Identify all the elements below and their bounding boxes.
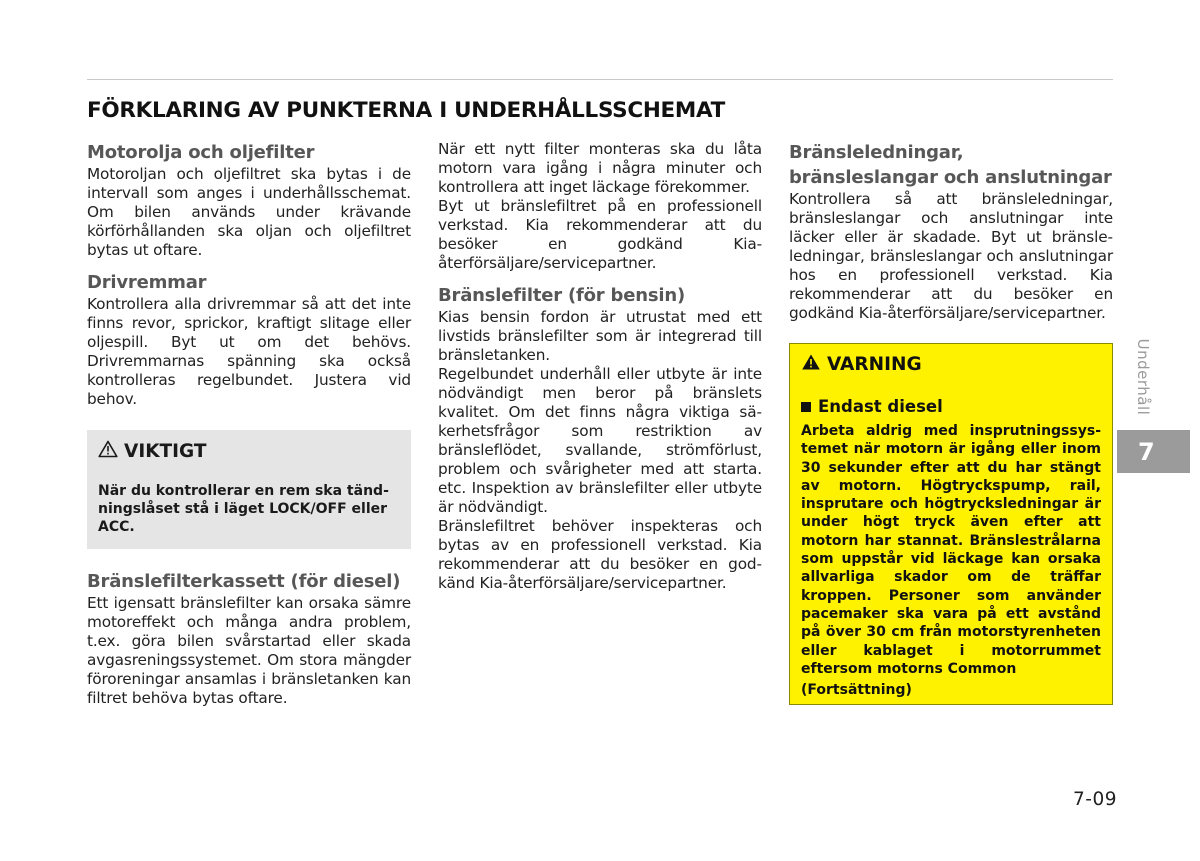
- warning-box: [789, 343, 1113, 705]
- warning-triangle-icon: [801, 353, 821, 376]
- side-label-text: Underhåll: [1134, 338, 1152, 416]
- page-number: 7-09: [1073, 789, 1117, 810]
- paragraph-petrol-filter-3: Bränslefiltret behöver inspekteras och bytas av en professionell verkstad. Kia rekommenderar att du besöker en godkänd Kia-återförsäljare/servicepartner.: [438, 517, 762, 592]
- important-notice-box: [87, 430, 411, 549]
- top-rule: [87, 79, 1113, 80]
- paragraph-petrol-filter-1: Kias bensin fordon är utrustat med ett livstids bränslefilter som är integrerad till bränsletanken.: [438, 308, 762, 364]
- continuation-label: (Fortsättning): [801, 682, 912, 699]
- notice-header: [98, 440, 400, 463]
- section-heading-diesel-filter: Bränslefilterkassett (för diesel): [87, 571, 401, 592]
- square-bullet-icon: [801, 402, 811, 412]
- column-3: [789, 140, 1113, 705]
- page-title: FÖRKLARING AV PUNKTERNA I UNDERHÅLLSSCHEMAT: [87, 98, 726, 123]
- chapter-number: 7: [1138, 437, 1155, 466]
- column-1: [87, 140, 411, 708]
- section-text-diesel-filter: Ett igensatt bränslefilter kan orsaka sämre motoreffekt och många andra problem, t.ex. göra bilen svårstartad eller skada avgasreningssystemet. Om stora mängder föroreningar ansamlas i bränsletanken kan filtret behöva bytas oftare.: [87, 594, 411, 707]
- section-heading-fuel-lines: Bränsleledningar, bränsleslangar och anslutningar: [789, 142, 1112, 188]
- side-section-label: [1128, 332, 1158, 422]
- chapter-tab: [1117, 430, 1190, 473]
- section-text-drive-belts: Kontrollera alla drivremmar så att det inte finns revor, sprickor, kraftigt slitage eller oljespill. Byt ut om det behövs. Drivremmarnas spänning ska också kontrolleras regelbundet. Justera vid behov.: [87, 295, 411, 408]
- warning-text: Arbeta aldrig med insprutningssystemet när motorn är igång eller inom 30 sekunder efter att du har stängt av motorn. Högtryckspump, rail, insprutare och högtrycksledningar är under högt tryck även efter att motorn har stannat. Bränslestrålarna som uppstår vid läckage kan orsaka allvarliga skador om de träffar kroppen. Personer som använder pacemaker ska vara på ett avstånd på över 30 cm från motorstyrenheten eller kablaget i motorrummet eftersom motorns Common: [801, 423, 1101, 677]
- warning-header: [801, 353, 1101, 376]
- column-2: [438, 140, 762, 593]
- notice-title: VIKTIGT: [124, 441, 207, 462]
- warning-title: VARNING: [827, 354, 922, 375]
- section-text-motor-oil: Motoroljan och oljefiltret ska bytas i de intervall som anges i underhållsschemat. Om bilen används under krävande körförhållanden ska oljan och oljefiltret bytas ut oftare.: [87, 165, 411, 259]
- notice-text: När du kontrollerar en rem ska tändningslåset stå i läget LOCK/OFF eller ACC.: [98, 483, 389, 535]
- caution-triangle-icon: [98, 440, 118, 463]
- paragraph-replace-filter: Byt ut bränslefiltret på en professionell verkstad. Kia rekommenderar att du besöker en godkänd Kia-återförsäljare/servicepartner.: [438, 197, 762, 272]
- section-heading-drive-belts: Drivremmar: [87, 272, 207, 293]
- section-heading-motor-oil: Motorolja och oljefilter: [87, 142, 315, 163]
- paragraph-petrol-filter-2: Regelbundet underhåll eller utbyte är inte nödvändigt men beror på bränslets kvalitet. Om det finns några viktiga säkerhetsfrågor som restriktion av bränsleflödet, svallande, strömförlust, problem och svårigheter med att starta. etc. Inspektion av bränslefilter eller utbyte är nödvändigt.: [438, 365, 762, 516]
- warning-subtitle: Endast diesel: [818, 397, 943, 416]
- warning-subheader: [801, 397, 1101, 416]
- section-heading-petrol-filter: Bränslefilter (för bensin): [438, 285, 685, 306]
- section-text-fuel-lines: Kontrollera så att bränsleledningar, bränsleslangar och anslutningar inte läcker eller är skadade. Byt ut bränsleledningar, bränsleslangar och anslutningar hos en professionell verkstad. Kia rekommenderar att du besöker en godkänd Kia-återförsäljare/servicepartner.: [789, 190, 1113, 322]
- paragraph-new-filter: När ett nytt filter monteras ska du låta motorn vara igång i några minuter och kontrollera att inget läckage förekommer.: [438, 140, 762, 196]
